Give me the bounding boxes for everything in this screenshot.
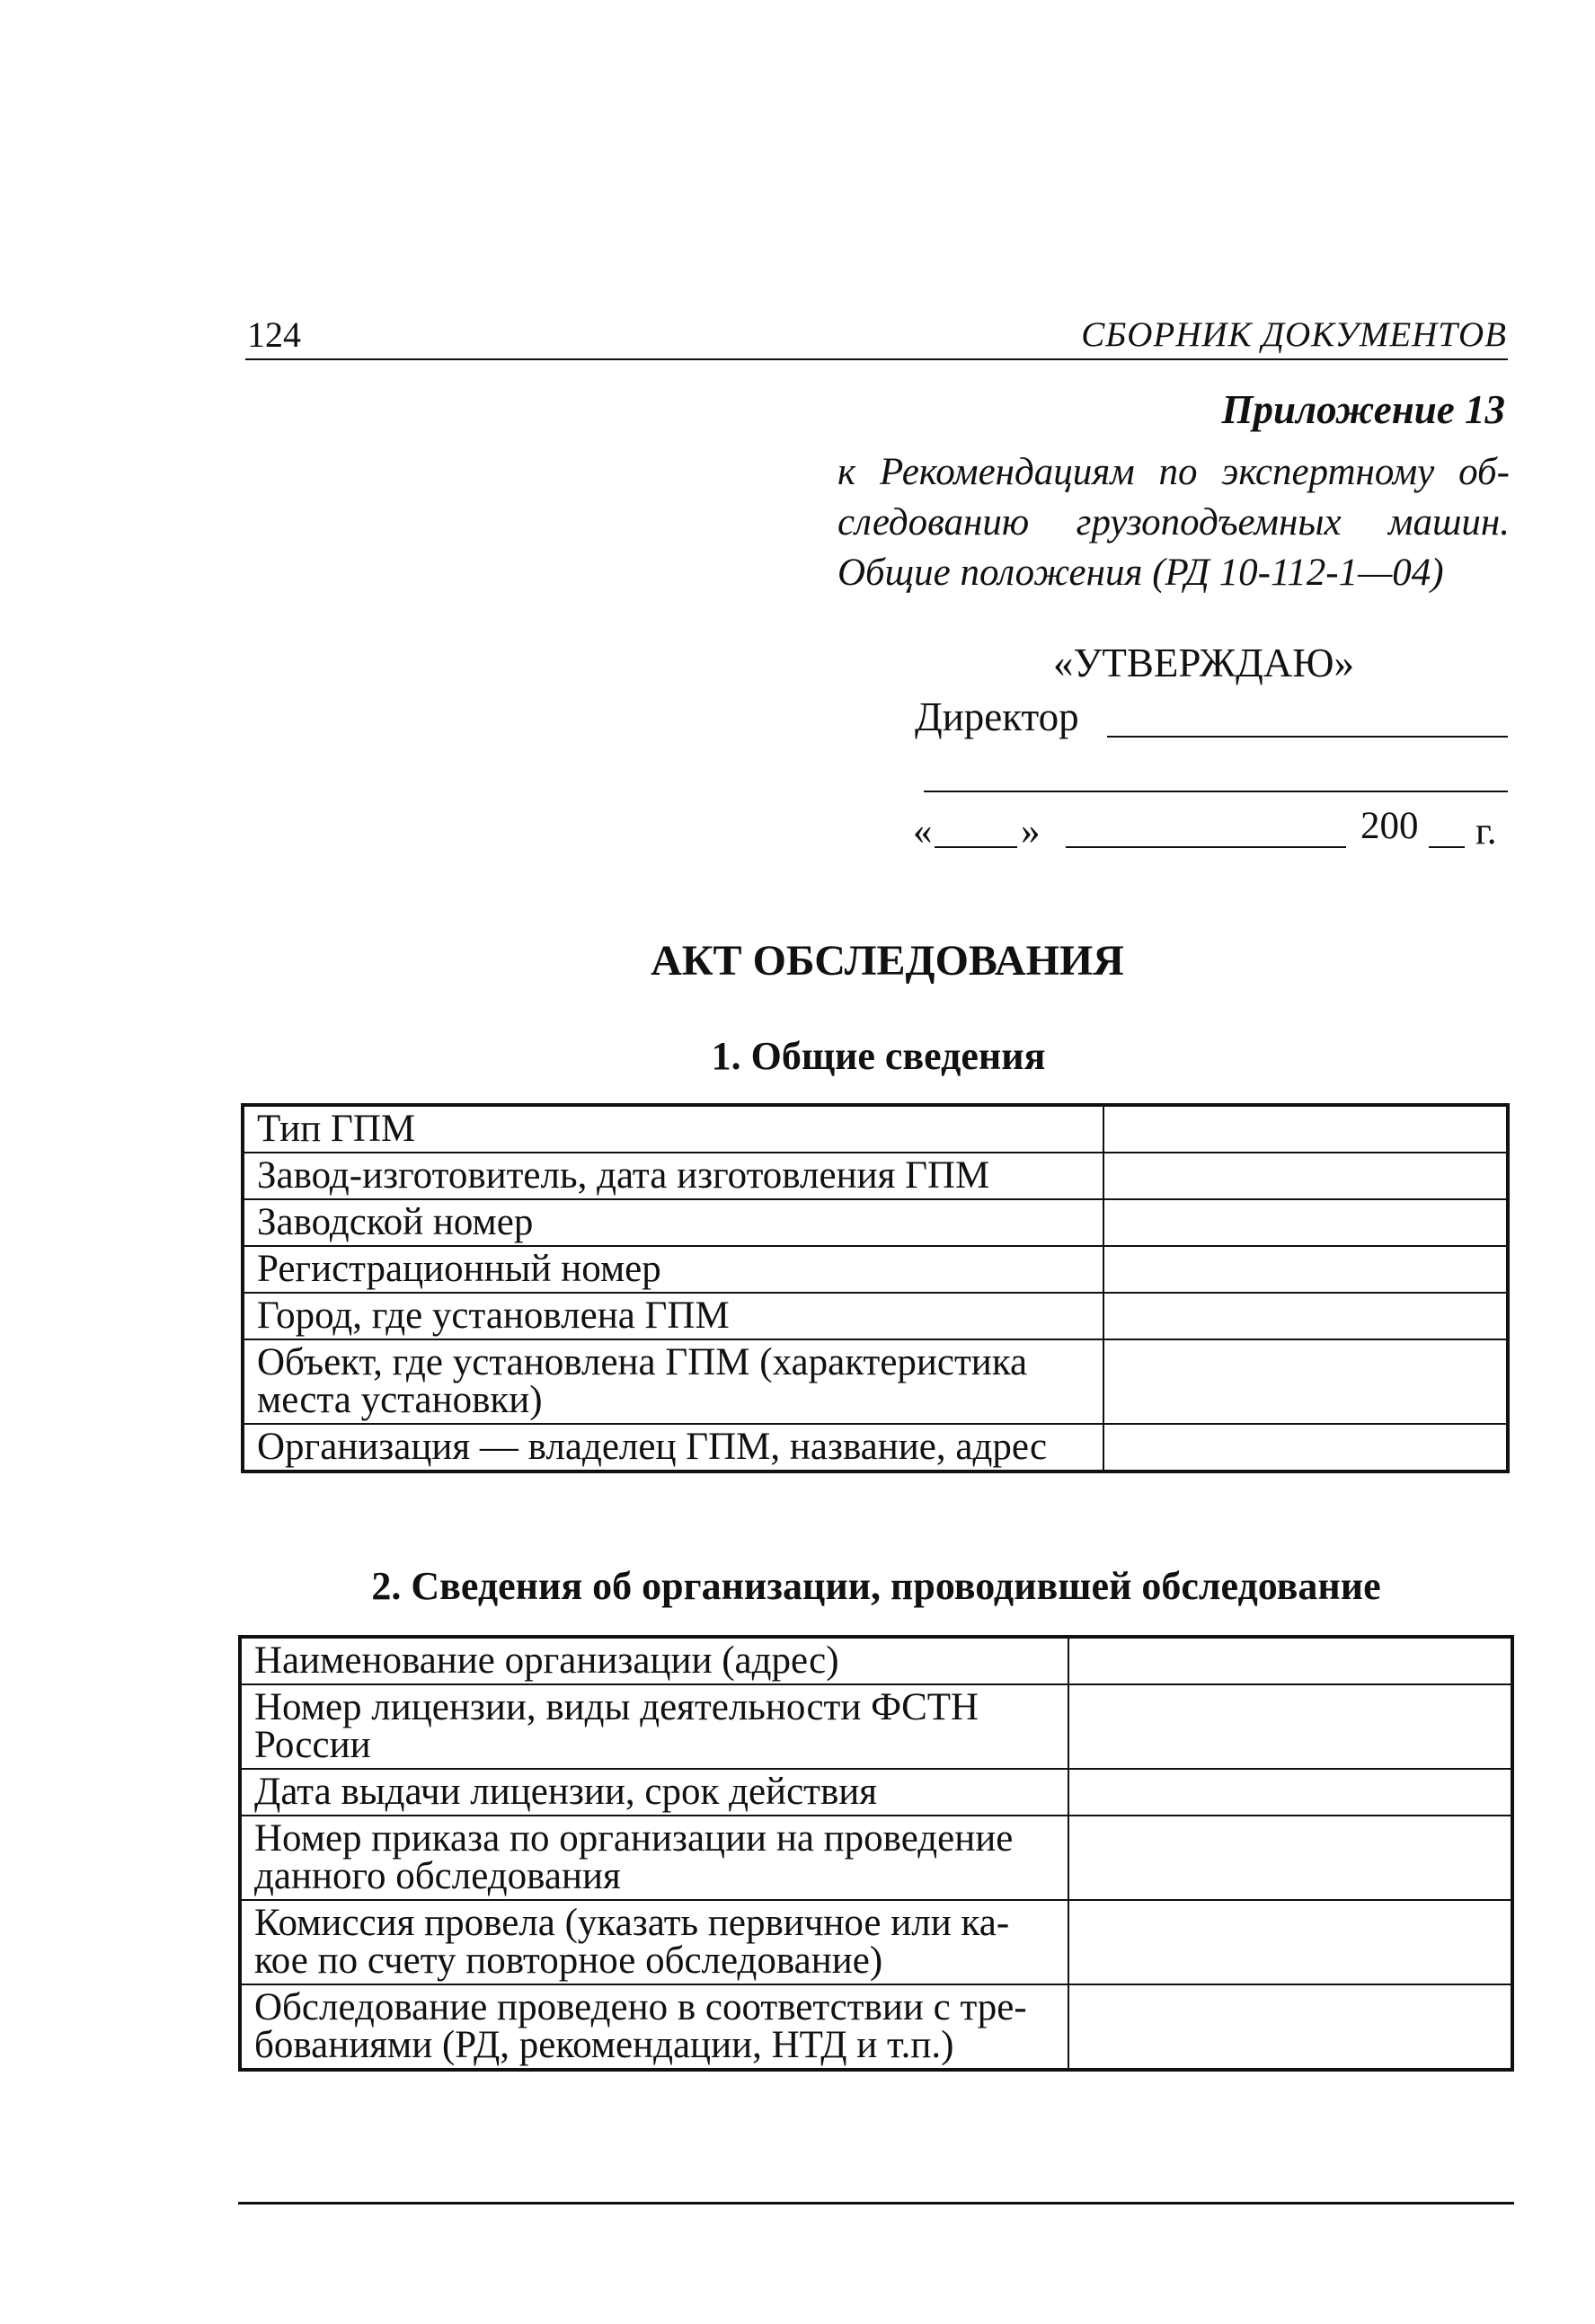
- appendix-reference-line: к Рекомендациям по экспертному об-: [837, 451, 1510, 493]
- director-label: Директор: [915, 694, 1079, 739]
- director-name-line[interactable]: [924, 791, 1508, 792]
- table-row: [243, 1105, 1508, 1153]
- row-label-line: бованиями (РД, рекомендации, НТД и т.п.): [254, 2024, 954, 2066]
- row-label: Заводской номер: [243, 1199, 1103, 1246]
- row-label-line: России: [254, 1724, 371, 1766]
- director-signature-line[interactable]: [1107, 736, 1508, 738]
- section2-title: 2. Сведения об организации, проводившей обследование: [371, 1564, 1381, 1608]
- value-cell[interactable]: [1068, 1684, 1512, 1769]
- date-month-line[interactable]: [1066, 846, 1346, 848]
- section1-title: 1. Общие сведения: [711, 1034, 1046, 1078]
- row-label-line: Номер лицензии, виды деятельности ФСТН: [254, 1686, 979, 1728]
- row-label: [240, 1684, 1068, 1769]
- value-cell[interactable]: [1103, 1293, 1508, 1339]
- date-day-line[interactable]: [935, 846, 1017, 848]
- value-cell[interactable]: [1103, 1199, 1508, 1246]
- date-year-line[interactable]: [1429, 846, 1465, 848]
- row-label-line: Обследование проведено в соответствии с тре-: [254, 1986, 1027, 2028]
- appendix-reference: [837, 447, 1510, 598]
- row-label: [243, 1339, 1103, 1424]
- row-label-line: места установки): [257, 1379, 543, 1421]
- date-year-prefix: 200: [1360, 805, 1419, 847]
- date-close-quote: »: [1021, 810, 1041, 853]
- value-cell[interactable]: [1068, 1769, 1512, 1816]
- date-year-suffix: г.: [1475, 810, 1497, 853]
- appendix-label: Приложение 13: [1221, 387, 1505, 432]
- table-row: [240, 1684, 1512, 1769]
- row-label-line: Комиссия провела (указать первичное или ка-: [254, 1902, 1010, 1944]
- running-title: СБОРНИК ДОКУМЕНТОВ: [1081, 315, 1507, 354]
- value-cell[interactable]: [1103, 1153, 1508, 1199]
- act-title: АКТ ОБСЛЕДОВАНИЯ: [651, 937, 1124, 985]
- row-label: Наименование организации (адрес): [240, 1637, 1068, 1684]
- general-info-table: [241, 1103, 1510, 1473]
- row-label-line: Номер приказа по организации на проведение: [254, 1817, 1014, 1860]
- value-cell[interactable]: [1103, 1105, 1508, 1153]
- value-cell[interactable]: [1103, 1246, 1508, 1293]
- value-cell[interactable]: [1068, 1816, 1512, 1900]
- appendix-reference-line: следованию грузоподъемных машин.: [837, 501, 1510, 543]
- approval-title: «УТВЕРЖДАЮ»: [1053, 641, 1355, 685]
- table-row: [240, 1637, 1512, 1684]
- row-label: Регистрационный номер: [243, 1246, 1103, 1293]
- value-cell[interactable]: [1103, 1424, 1508, 1471]
- header-rule: [245, 358, 1508, 360]
- row-label: [240, 1816, 1068, 1900]
- value-cell[interactable]: [1068, 1637, 1512, 1684]
- table-row: [243, 1424, 1508, 1471]
- row-label: Город, где установлена ГПМ: [243, 1293, 1103, 1339]
- value-cell[interactable]: [1068, 1900, 1512, 1984]
- row-label-line: Объект, где установлена ГПМ (характеристика: [257, 1341, 1028, 1383]
- value-cell[interactable]: [1103, 1339, 1508, 1424]
- row-label-line: кое по счету повторное обследование): [254, 1940, 883, 1982]
- table-row: [243, 1293, 1508, 1339]
- table-row: [243, 1153, 1508, 1199]
- organization-info-table: [238, 1635, 1514, 2072]
- table-row: [240, 1816, 1512, 1900]
- page-number: 124: [247, 314, 301, 355]
- table-row: [240, 1769, 1512, 1816]
- bottom-rule: [238, 2202, 1514, 2205]
- row-label: Организация — владелец ГПМ, название, адрес: [243, 1424, 1103, 1471]
- row-label-line: данного обследования: [254, 1855, 621, 1897]
- table-row: [240, 1900, 1512, 1984]
- row-label: Завод-изготовитель, дата изготовления ГПМ: [243, 1153, 1103, 1199]
- table-row: [243, 1246, 1508, 1293]
- table-row: [243, 1199, 1508, 1246]
- date-open-quote: «: [913, 810, 933, 853]
- row-label: Дата выдачи лицензии, срок действия: [240, 1769, 1068, 1816]
- appendix-reference-line: Общие положения (РД 10-112-1—04): [837, 552, 1444, 594]
- row-label: [240, 1900, 1068, 1984]
- table-row: [243, 1339, 1508, 1424]
- value-cell[interactable]: [1068, 1984, 1512, 2070]
- row-label: [240, 1984, 1068, 2070]
- table-row: [240, 1984, 1512, 2070]
- row-label: Тип ГПМ: [243, 1105, 1103, 1153]
